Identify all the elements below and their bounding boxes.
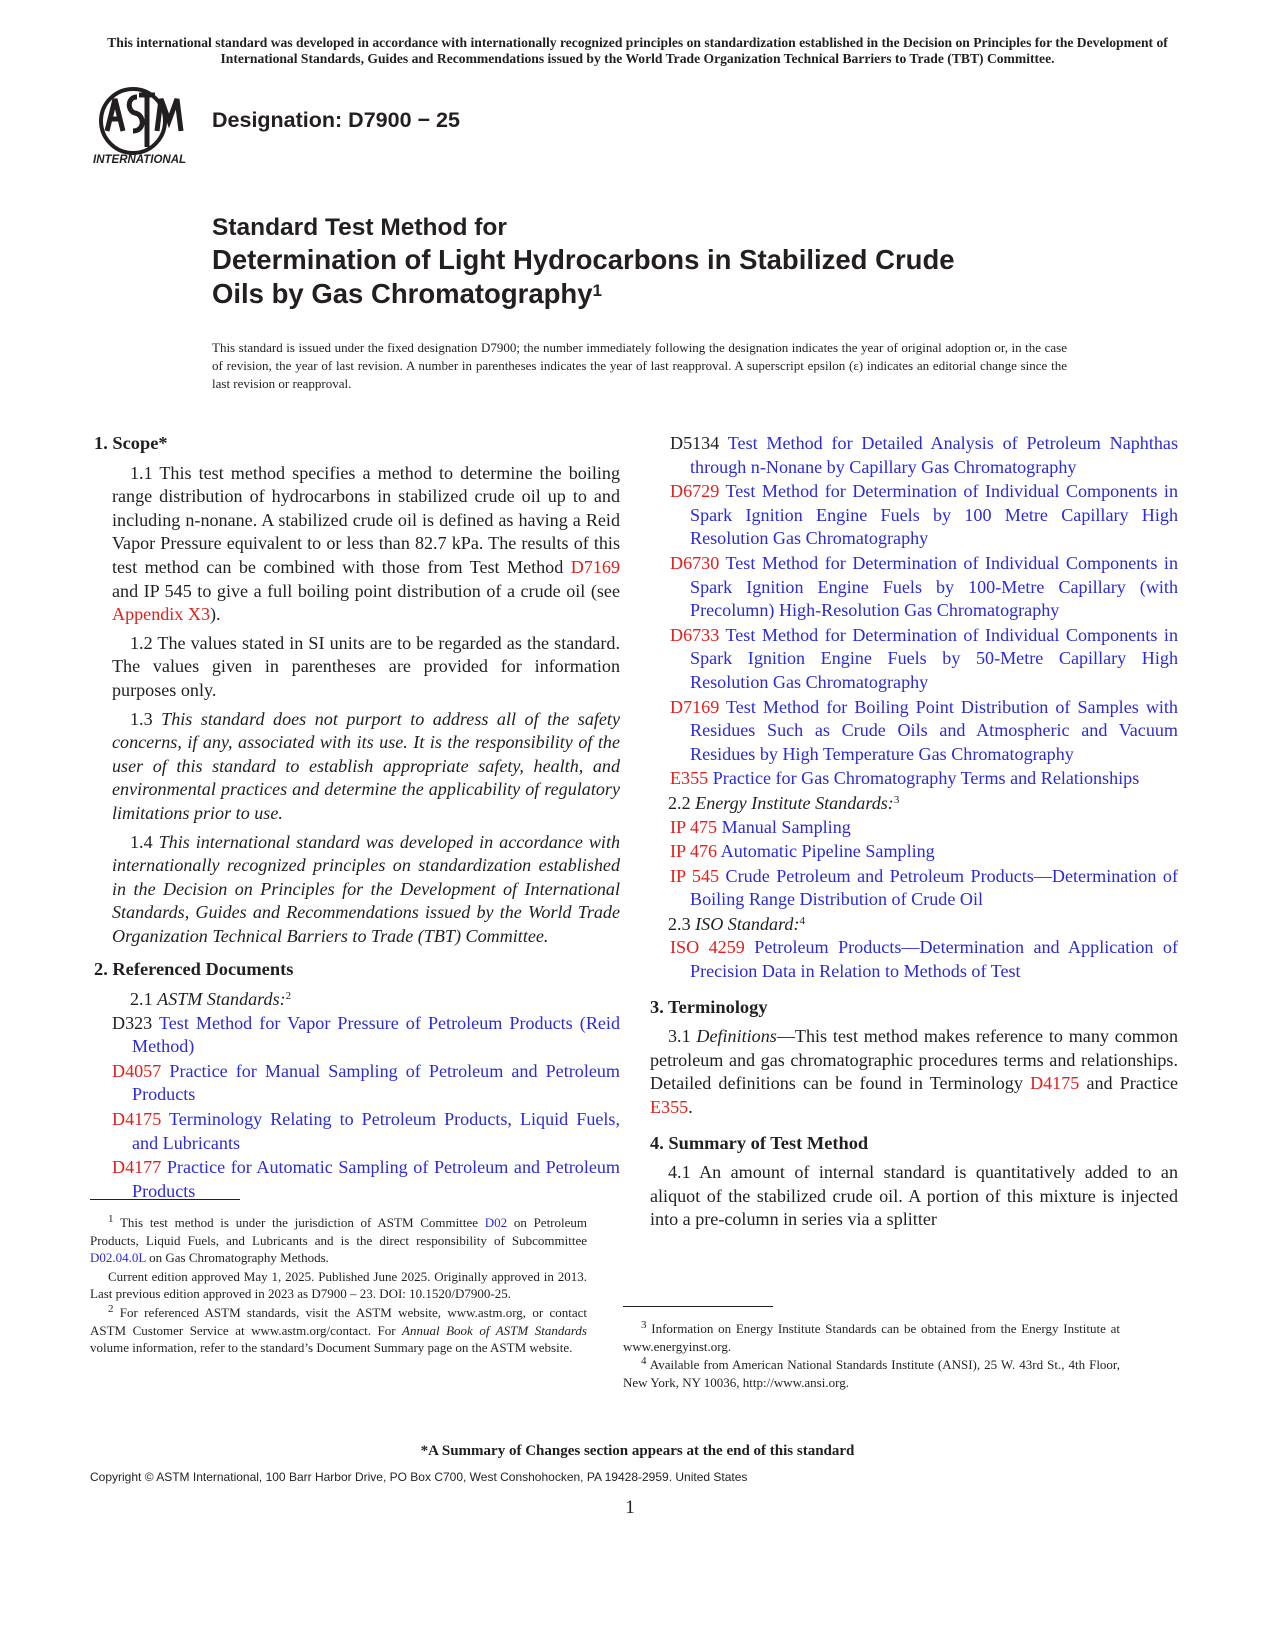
terminology-term: Definitions — [696, 1026, 777, 1047]
scope-paragraph-3 — [112, 708, 620, 826]
terminology-paragraph — [650, 1025, 1178, 1119]
reference-title-link[interactable]: Automatic Pipeline Sampling — [720, 841, 935, 862]
title-line-1: Standard Test Method for — [212, 214, 507, 241]
section-scope-heading: 1. Scope* — [94, 433, 168, 453]
link-committee-d02[interactable]: D02 — [484, 1215, 508, 1230]
footnote-4 — [623, 1356, 1120, 1391]
reference-code[interactable]: D7169 — [670, 696, 720, 717]
reference-item — [112, 1012, 620, 1059]
reference-item — [670, 865, 1178, 912]
page-number: 1 — [625, 1497, 635, 1518]
scope-p1-text-b: and IP 545 to give a full boiling point distribution of a crude oil (see — [112, 580, 620, 601]
astm-logo — [93, 85, 199, 177]
reference-title-link[interactable]: Crude Petroleum and Petroleum Products—Determination of Boiling Range Distribution of Crude Oil — [690, 865, 1178, 910]
section-summary-heading: 4. Summary of Test Method — [650, 1132, 869, 1153]
section-terminology-heading: 3. Terminology — [650, 996, 768, 1017]
title-line-3 — [212, 277, 955, 311]
reference-title-link[interactable]: Test Method for Determination of Individual Components in Spark Ignition Engine Fuels by 50-Metre Capillary High Resolution Gas Chromatography — [690, 624, 1179, 692]
reference-code[interactable]: D6729 — [670, 481, 720, 502]
reference-item — [670, 696, 1178, 767]
link-subcommittee[interactable]: D02.04.0L — [90, 1250, 146, 1266]
footnote-2-italic: Annual Book of ASTM Standards — [402, 1322, 587, 1338]
footnote-4-mark: 4 — [641, 1355, 647, 1368]
reference-code[interactable]: IP 475 — [670, 816, 718, 837]
link-d7169[interactable]: D7169 — [570, 556, 620, 577]
scope-p1-text-a: 1.1 This test method specifies a method to determine the boiling range distribution of hydrocarbons in stabilized crude oil up to and including n-nonane. A stabilized crude oil is defined as having a Reid Vapor Pressure equivalent to or less than 82.7 kPa. The results of this test method can be combined with those from Test Method — [112, 462, 620, 577]
link-d4175[interactable]: D4175 — [1030, 1073, 1080, 1094]
reference-code[interactable]: D5134 — [670, 433, 720, 453]
reference-list-left — [112, 1012, 620, 1204]
reference-code[interactable]: IP 476 — [670, 841, 718, 862]
ei-standards-label — [650, 792, 1178, 816]
right-column — [650, 432, 1179, 1237]
left-column — [94, 432, 621, 1204]
reference-item — [670, 480, 1178, 551]
designation: Designation: D7900 − 25 — [212, 108, 460, 132]
footnote-2-text-b: volume information, refer to the standard’s Document Summary page on the ASTM website. — [90, 1340, 573, 1356]
footnotes-left — [90, 1214, 587, 1358]
reference-code[interactable]: D6733 — [670, 624, 720, 645]
footnote-3-text: Information on Energy Institute Standards can be obtained from the Energy Institute at www.energyinst.org. — [623, 1321, 1120, 1354]
logo-text: INTERNATIONAL — [93, 154, 187, 166]
reference-code[interactable]: E355 — [670, 768, 709, 789]
footnote-1 — [90, 1214, 587, 1267]
summary-paragraph-1: 4.1 An amount of internal standard is quantitatively added to an aliquot of the stabilized crude oil. A portion of this mixture is injected into a pre-column in series via a splitter — [650, 1162, 1178, 1230]
title-line-3-text: Oils by Gas Chromatography — [212, 278, 593, 309]
reference-item — [670, 624, 1178, 695]
reference-code[interactable]: D6730 — [670, 552, 720, 573]
reference-code[interactable]: IP 545 — [670, 865, 720, 886]
astm-label-text: ASTM Standards: — [157, 989, 286, 1010]
reference-list-iso — [670, 936, 1178, 983]
reference-code[interactable]: D4057 — [112, 1060, 162, 1081]
issued-note: This standard is issued under the fixed designation D7900; the number immediately following the designation indicates the year of original adoption or, in the case of revision, the year of last revision. A number in parentheses indicates the year of last reapproval. A superscript epsilon (ε) indicates an editorial change since the last revision or reapproval. — [212, 340, 1067, 391]
reference-item — [670, 552, 1178, 623]
reference-title-link[interactable]: Manual Sampling — [721, 816, 851, 837]
reference-code[interactable]: D323 — [112, 1012, 153, 1033]
footnote-2-mark: 2 — [108, 1302, 114, 1315]
reference-item — [112, 1156, 620, 1203]
reference-list-ei — [670, 816, 1178, 912]
reference-item — [670, 767, 1178, 791]
scope-paragraph-4 — [112, 831, 620, 949]
reference-code[interactable]: D4177 — [112, 1157, 162, 1178]
reference-item — [112, 1108, 620, 1155]
reference-title-link[interactable]: Terminology Relating to Petroleum Products, Liquid Fuels, and Lubricants — [132, 1109, 620, 1153]
section-referenced-heading: 2. Referenced Documents — [94, 959, 294, 980]
footnote-1-edition: Current edition approved May 1, 2025. Published June 2025. Originally approved in 2013. Last previous edition approved in 2023 as D7900 – 23. DOI: 10.1520/D7900-25. — [90, 1268, 587, 1302]
terminology-number: 3.1 — [668, 1026, 697, 1047]
scope-p4-text: This international standard was developed in accordance with internationally recognized principles on standardization established in the Decision on Principles for the Development of International Standards, Guides and Recommendations issued by the World Trade Organization Technical Barriers to Trade (TBT) Committee. — [112, 831, 621, 946]
footnote-1-text-a: This test method is under the jurisdiction of ASTM Committee — [113, 1215, 485, 1230]
reference-title-link[interactable]: Test Method for Determination of Individual Components in Spark Ignition Engine Fuels by 100 Metre Capillary High Resolution Gas Chromatography — [690, 481, 1179, 549]
title-line-2: Determination of Light Hydrocarbons in Stabilized Crude — [212, 244, 955, 275]
footnote-2 — [90, 1304, 587, 1357]
reference-item — [670, 816, 1178, 840]
ei-label-text: Energy Institute Standards: — [695, 792, 894, 813]
reference-title-link[interactable]: Practice for Manual Sampling of Petroleum and Petroleum Products — [132, 1060, 620, 1105]
link-appendix-x3[interactable]: Appendix X3 — [112, 604, 210, 625]
footnote-2-text-a: For referenced ASTM standards, visit the ASTM website, www.astm.org, or contact ASTM Customer Service at www.astm.org/contact. For — [90, 1304, 587, 1338]
ei-footnote-mark: 3 — [893, 793, 900, 806]
scope-p4-number: 1.4 — [130, 831, 159, 852]
iso-footnote-mark: 4 — [799, 914, 806, 927]
tbt-notice: This international standard was developed in accordance with internationally recognized principles on standardization established in the Decision on Principles for the Development of International Standards, Guides and Recommendations issued by the World Trade Organization Technical Barriers to Trade (TBT) Committee. — [107, 35, 1168, 66]
scope-p3-number: 1.3 — [130, 708, 162, 729]
reference-item — [670, 936, 1178, 983]
reference-list-right — [670, 432, 1178, 791]
reference-title-link[interactable]: Test Method for Detailed Analysis of Petroleum Naphthas through n-Nonane by Capillary Gas Chromatography — [690, 433, 1178, 477]
terminology-text-b: and Practice — [1079, 1073, 1179, 1094]
iso-standard-label — [650, 913, 1178, 937]
iso-label-text: ISO Standard: — [695, 913, 800, 934]
title-footnote-mark: 1 — [592, 281, 602, 300]
astm-footnote-mark: 2 — [285, 990, 292, 1003]
ei-label-number: 2.2 — [668, 792, 696, 813]
reference-title-link[interactable]: Test Method for Boiling Point Distribution of Samples with Residues Such as Crude Oils and Atmospheric and Vacuum Residues by High Temperature Gas Chromatography — [690, 696, 1178, 764]
scope-p1-text-c: ). — [210, 604, 221, 625]
astm-standards-label — [112, 988, 620, 1012]
reference-title-link[interactable]: Test Method for Vapor Pressure of Petroleum Products (Reid Method) — [132, 1012, 620, 1057]
footnote-3-mark: 3 — [641, 1319, 647, 1331]
footnotes-right — [623, 1320, 1120, 1392]
terminology-text-c: . — [688, 1097, 693, 1118]
footnote-1-text-c: on Gas Chromatography Methods. — [145, 1250, 329, 1266]
link-e355[interactable]: E355 — [650, 1097, 689, 1118]
footnote-rule-right — [623, 1306, 773, 1307]
document-title — [212, 213, 955, 311]
reference-item — [670, 432, 1178, 479]
footnote-3 — [623, 1320, 1120, 1355]
scope-p3-text: This standard does not purport to address all of the safety concerns, if any, associated with its use. It is the responsibility of the user of this standard to establish appropriate safety, health, and environmental practices and determine the applicability of regulatory limitations prior to use. — [112, 708, 620, 823]
iso-label-number: 2.3 — [668, 913, 696, 934]
reference-title-link[interactable]: Petroleum Products—Determination and Application of Precision Data in Relation to Methods of Test — [690, 937, 1178, 982]
footnote-rule-left — [90, 1199, 240, 1200]
reference-title-link[interactable]: Test Method for Determination of Individual Components in Spark Ignition Engine Fuels by 100-Metre Capillary (with Precolumn) High-Resolution Gas Chromatography — [690, 552, 1179, 621]
footnote-1-mark: 1 — [108, 1213, 114, 1225]
scope-paragraph-2: 1.2 The values stated in SI units are to be regarded as the standard. The values given in parentheses are provided for information purposes only. — [112, 632, 620, 700]
reference-item — [670, 840, 1178, 864]
reference-title-link[interactable]: Practice for Automatic Sampling of Petroleum and Petroleum Products — [132, 1157, 620, 1201]
footnote-1-text-b: on Petroleum Products, Liquid Fuels, and Lubricants and is the direct responsibility of Subcommittee — [90, 1215, 588, 1248]
terminology-text-a: —This test method makes reference to many common petroleum and gas chromatographic procedures terms and relationships. Detailed definitions can be found in Terminology — [650, 1026, 1179, 1094]
reference-code[interactable]: ISO 4259 — [670, 937, 745, 958]
reference-code[interactable]: D4175 — [112, 1109, 162, 1130]
reference-title-link[interactable]: Practice for Gas Chromatography Terms and Relationships — [712, 768, 1140, 789]
scope-paragraph-1 — [112, 462, 620, 627]
footnote-4-text: Available from American National Standards Institute (ANSI), 25 W. 43rd St., 4th Floor, New York, NY 10036, http://www.ansi.org. — [623, 1357, 1120, 1390]
reference-item — [112, 1060, 620, 1107]
astm-label-number: 2.1 — [130, 989, 158, 1010]
astm-logo-icon — [93, 85, 199, 177]
copyright: Copyright © ASTM International, 100 Barr Harbor Drive, PO Box C700, West Conshohocken, PA 19428-2959. United States — [90, 1470, 748, 1484]
summary-of-changes-note: *A Summary of Changes section appears at the end of this standard — [420, 1443, 855, 1459]
